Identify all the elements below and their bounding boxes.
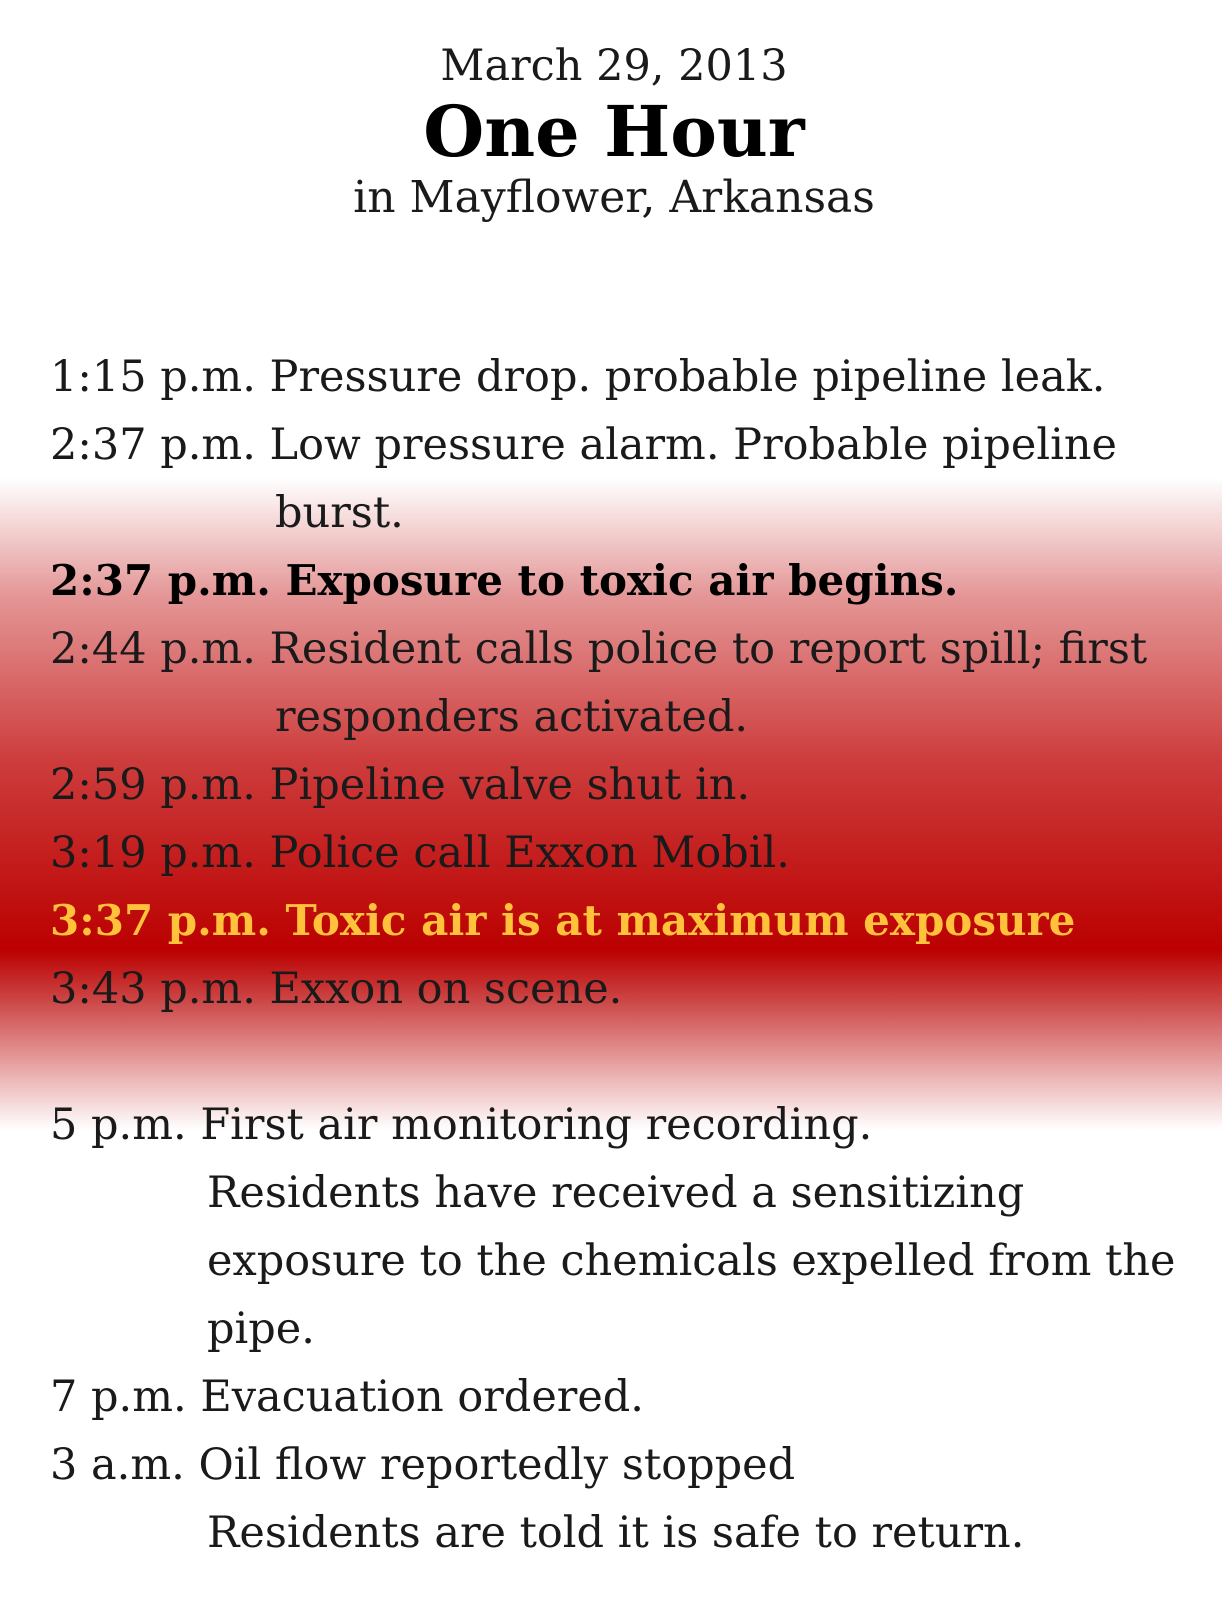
header-location: in Mayflower, Arkansas [353,172,875,223]
header-date: March 29, 2013 [440,41,788,91]
page-title: One Hour [423,90,805,173]
timeline-entry-resident-calls-police-continued: responders activated. [275,692,749,742]
timeline-entry-low-pressure-alarm-continued: burst. [275,488,404,538]
timeline-entry-air-monitoring-note-line-1: Residents have received a sensitizing [207,1168,1025,1218]
timeline-entry-air-monitoring-note-line-2: exposure to the chemicals expelled from the [207,1236,1176,1286]
band-right-edge [1222,478,1228,1128]
timeline-entry-exposure-begins: 2:37 p.m. Exposure to toxic air begins. [50,556,959,605]
timeline-entry-maximum-exposure: 3:37 p.m. Toxic air is at maximum exposure [50,896,1076,945]
timeline [50,343,1210,1567]
timeline-entry-evacuation: 7 p.m. Evacuation ordered. [50,1372,644,1422]
timeline-entry-low-pressure-alarm: 2:37 p.m. Low pressure alarm. Probable pipeline [50,420,1118,470]
timeline-gap [50,1023,1210,1091]
timeline-entry-air-monitoring: 5 p.m. First air monitoring recording. [50,1100,873,1150]
timeline-entry-oil-flow-stopped-note: Residents are told it is safe to return. [207,1508,1025,1558]
timeline-entry-exxon-on-scene: 3:43 p.m. Exxon on scene. [50,964,623,1014]
page-header [0,38,1228,226]
timeline-entry-oil-flow-stopped: 3 a.m. Oil flow reportedly stopped [50,1440,796,1490]
timeline-entry-air-monitoring-note-line-3: pipe. [207,1304,315,1354]
timeline-entry-valve-shut: 2:59 p.m. Pipeline valve shut in. [50,760,751,810]
timeline-entry-police-call-exxon: 3:19 p.m. Police call Exxon Mobil. [50,828,790,878]
timeline-entry-pressure-drop: 1:15 p.m. Pressure drop. probable pipeline leak. [50,352,1106,402]
timeline-entry-resident-calls-police: 2:44 p.m. Resident calls police to report spill; first [50,624,1148,674]
